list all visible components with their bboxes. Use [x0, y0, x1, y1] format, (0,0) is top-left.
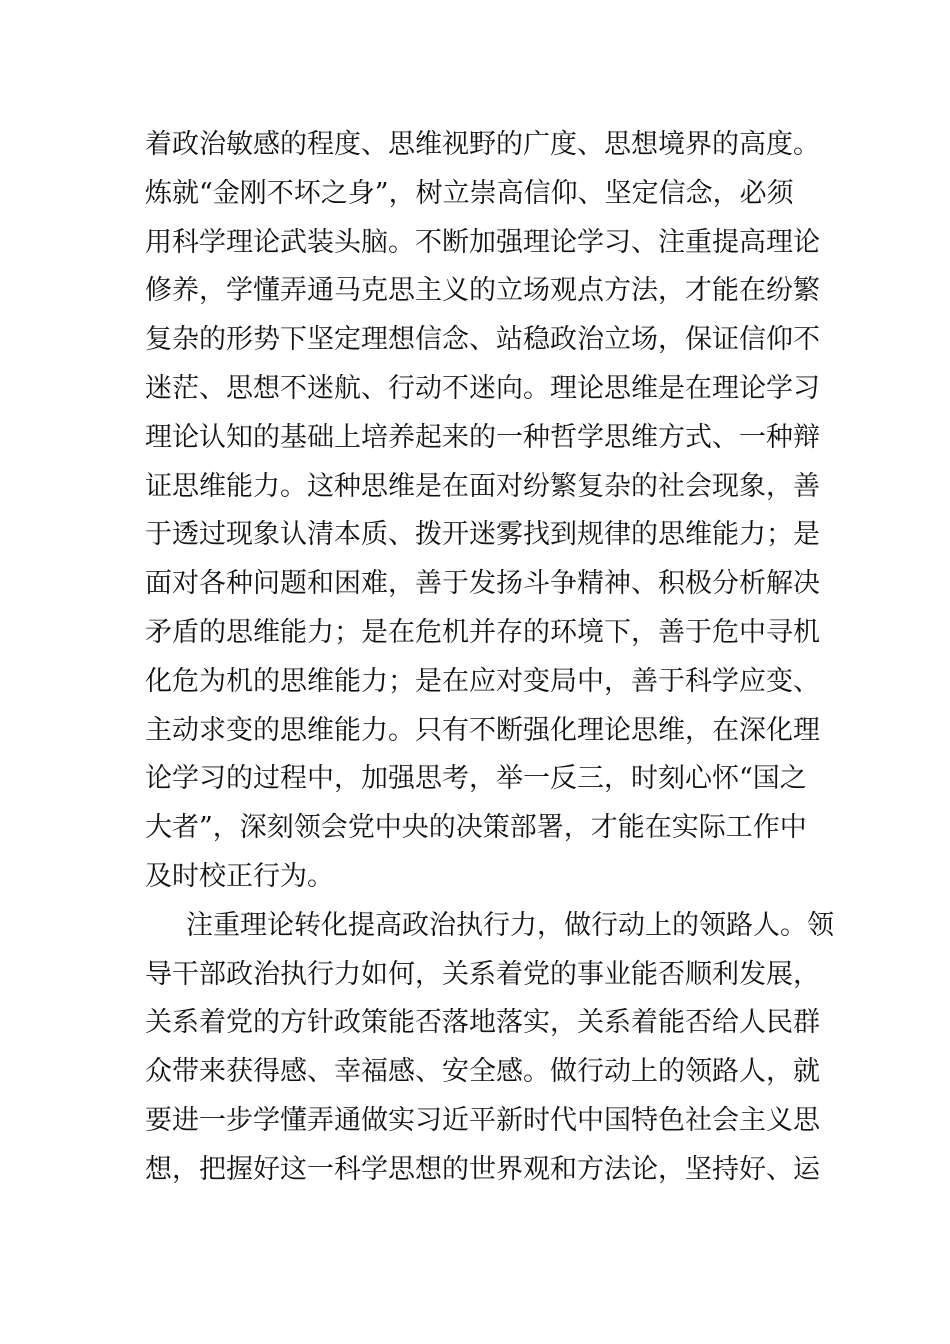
paragraph-line: 于透过现象认清本质、拨开迷雾找到规律的思维能力；是 [145, 519, 820, 551]
paragraph-line: 用科学理论武装头脑。不断加强理论学习、注重提高理论 [145, 226, 820, 258]
paragraph-line: 面对各种问题和困难，善于发扬斗争精神、积极分析解决 [145, 568, 820, 600]
paragraph-line: 化危为机的思维能力；是在应对变局中，善于科学应变、 [145, 665, 820, 697]
paragraph-line: 炼就“金刚不坏之身”，树立崇高信仰、坚定信念，必须 [145, 177, 794, 209]
paragraph-line: 导干部政治执行力如何，关系着党的事业能否顺利发展， [145, 958, 820, 990]
paragraph-line: 及时校正行为。 [145, 860, 334, 892]
document-body [145, 121, 834, 1195]
paragraph-line: 论学习的过程中，加强思考，举一反三，时刻心怀“国之 [145, 763, 807, 795]
paragraph-line: 众带来获得感、幸福感、安全感。做行动上的领路人，就 [145, 1056, 820, 1088]
paragraph-line: 理论认知的基础上培养起来的一种哲学思维方式、一种辩 [145, 421, 820, 453]
paragraph-line: 修养，学懂弄通马克思主义的立场观点方法，才能在纷繁 [145, 275, 820, 307]
paragraph-1 [145, 121, 820, 902]
paragraph-line: 迷茫、思想不迷航、行动不迷向。理论思维是在理论学习 [145, 372, 820, 404]
paragraph-first-line: 注重理论转化提高政治执行力，做行动上的领路人。领 [186, 909, 834, 941]
paragraph-line: 主动求变的思维能力。只有不断强化理论思维，在深化理 [145, 714, 820, 746]
paragraph-2 [145, 902, 834, 1195]
paragraph-line: 证思维能力。这种思维是在面对纷繁复杂的社会现象，善 [145, 470, 820, 502]
paragraph-line: 关系着党的方针政策能否落地落实，关系着能否给人民群 [145, 1007, 820, 1039]
paragraph-line: 大者”，深刻领会党中央的决策部署，才能在实际工作中 [145, 812, 807, 844]
paragraph-line: 想，把握好这一科学思想的世界观和方法论，坚持好、运 [145, 1153, 820, 1185]
paragraph-line: 着政治敏感的程度、思维视野的广度、思想境界的高度。 [145, 129, 820, 160]
paragraph-line: 要进一步学懂弄通做实习近平新时代中国特色社会主义思 [145, 1104, 820, 1136]
paragraph-line: 复杂的形势下坚定理想信念、站稳政治立场，保证信仰不 [145, 324, 820, 356]
paragraph-line: 矛盾的思维能力；是在危机并存的环境下，善于危中寻机 [145, 616, 820, 648]
